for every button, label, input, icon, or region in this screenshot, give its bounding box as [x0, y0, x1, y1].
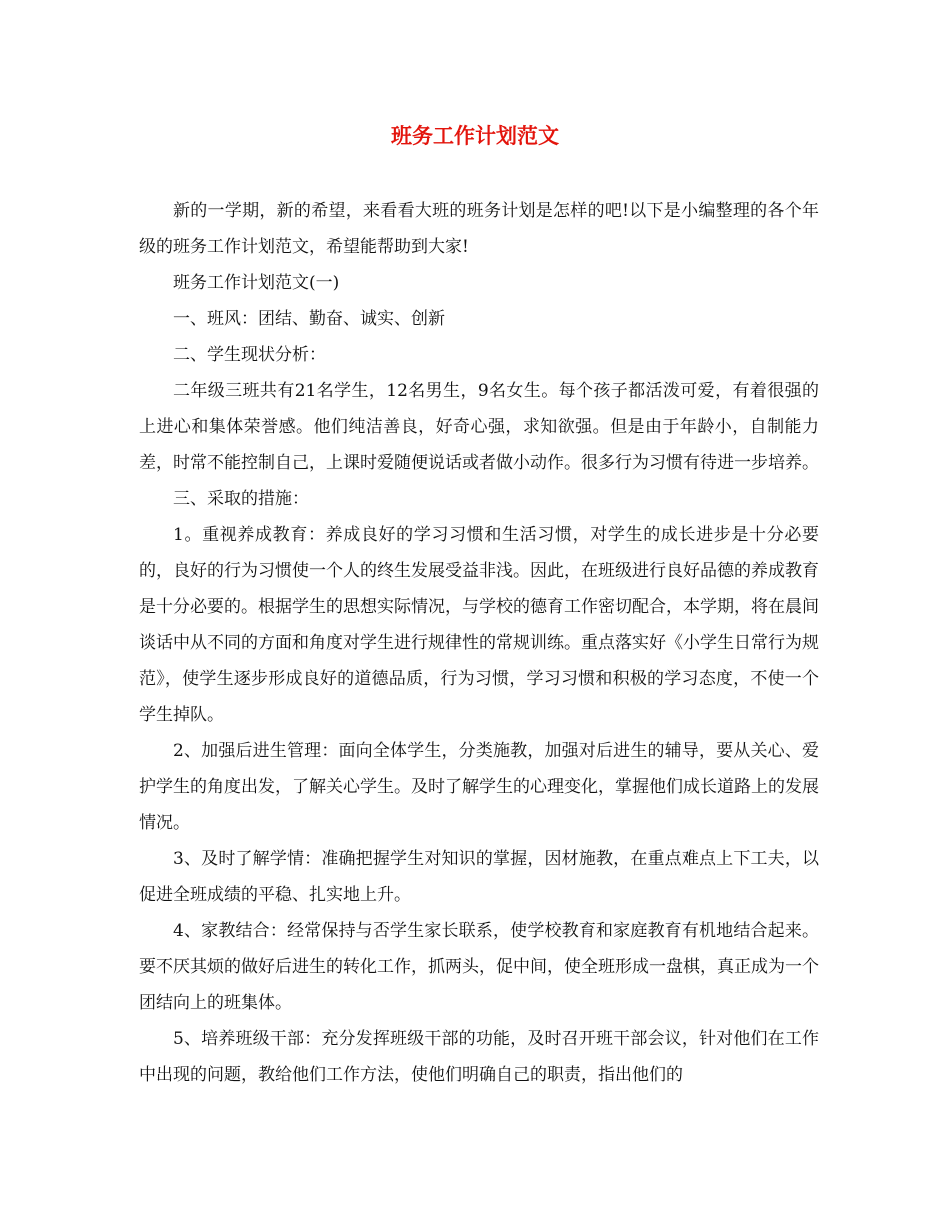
paragraph-measures-heading: 三、采取的措施： — [173, 489, 309, 509]
paragraph-measure-1: 1。重视养成教育：养成良好的学习习惯和生活习惯，对学生的成长进步是十分必要的，良好的行为习惯使一个人的终生发展受益非浅。因此，在班级进行良好品德的养成教育是十分必要的。根据学生的思想实际情况，与学校的德育工作密切配合，本学期，将在晨间谈话中从不同的方面和角度对学生进行规律性的常规训练。重点落实好《小学生日常行为规范》，使学生逐步形成良好的道德品质，行为习惯，学习习惯和积极的学习态度，不使一个学生掉队。 — [139, 525, 819, 725]
paragraph-measure-3: 3、及时了解学情：准确把握学生对知识的掌握，因材施教，在重点难点上下工夫，以促进全班成绩的平稳、扎实地上升。 — [139, 849, 819, 905]
paragraph-measure-5: 5、培养班级干部：充分发挥班级干部的功能，及时召开班干部会议，针对他们在工作中出现的问题，教给他们工作方法，使他们明确自己的职责，指出他们的 — [139, 1029, 819, 1085]
document-title: 班务工作计划范文 — [391, 123, 559, 148]
paragraph-measure-2: 2、加强后进生管理：面向全体学生，分类施教，加强对后进生的辅导，要从关心、爱护学生的角度出发，了解关心学生。及时了解学生的心理变化，掌握他们成长道路上的发展情况。 — [139, 741, 819, 833]
paragraph-analysis-heading: 二、学生现状分析： — [173, 345, 326, 365]
paragraph-class-style: 一、班风：团结、勤奋、诚实、创新 — [173, 309, 445, 329]
document-body — [139, 193, 819, 1093]
paragraph-analysis: 二年级三班共有21名学生，12名男生，9名女生。每个孩子都活泼可爱，有着很强的上进心和集体荣誉感。他们纯洁善良，好奇心强，求知欲强。但是由于年龄小，自制能力差，时常不能控制自己，上课时爱随便说话或者做小动作。很多行为习惯有待进一步培养。 — [139, 381, 819, 473]
paragraph-intro: 新的一学期，新的希望，来看看大班的班务计划是怎样的吧!以下是小编整理的各个年级的班务工作计划范文，希望能帮助到大家! — [139, 201, 819, 257]
paragraph-measure-4: 4、家教结合：经常保持与否学生家长联系，使学校教育和家庭教育有机地结合起来。要不厌其烦的做好后进生的转化工作，抓两头，促中间，使全班形成一盘棋，真正成为一个团结向上的班集体。 — [139, 921, 819, 1013]
paragraph-section-heading: 班务工作计划范文(一) — [173, 273, 340, 293]
